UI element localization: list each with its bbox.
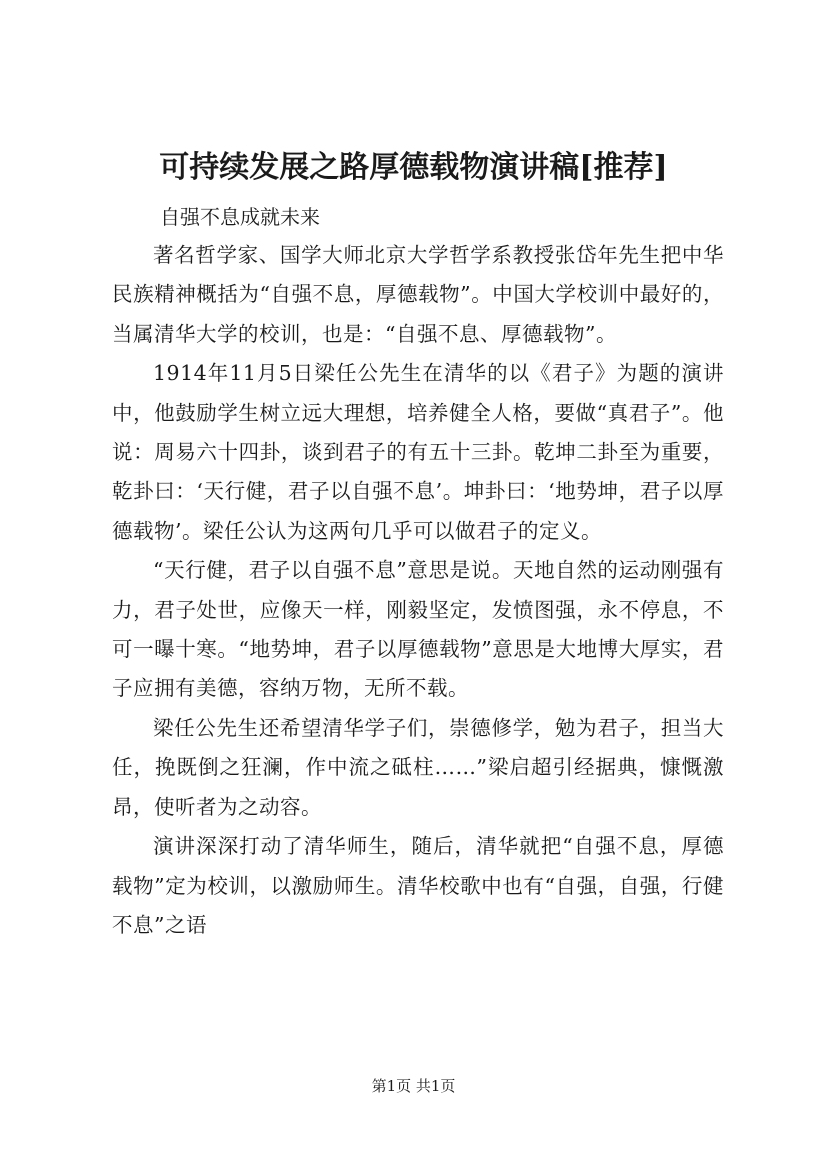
paragraph-4: 梁任公先生还希望清华学子们，崇德修学，勉为君子，担当大任，挽既倒之狂澜，作中流之砥柱……”梁启超引经据典，慷慨激昂，使听者为之动容。 (112, 715, 724, 819)
document-body (112, 236, 724, 945)
paragraph-1: 著名哲学家、国学大师北京大学哲学系教授张岱年先生把中华民族精神概括为“自强不息，厚德载物”。中国大学校训中最好的，当属清华大学的校训，也是：“自强不息、厚德载物”。 (112, 243, 724, 346)
paragraph-3: “天行健，君子以自强不息”意思是说。天地自然的运动刚强有力，君子处世，应像天一样，刚毅坚定，发愤图强，永不停息，不可一曝十寒。“地势坤，君子以厚德载物”意思是大地博大厚实，君子应拥有美德，容纳万物，无所不载。 (112, 558, 724, 701)
document-title: 可持续发展之路厚德载物演讲稿[推荐] (159, 150, 668, 185)
paragraph-2: 1914年11月5日梁任公先生在清华的以《君子》为题的演讲中，他鼓励学生树立远大理想，培养健全人格，要做“真君子”。他说：周易六十四卦，谈到君子的有五十三卦。乾坤二卦至为重要，乾卦曰：‘天行健，君子以自强不息’。坤卦曰：‘地势坤，君子以厚德载物’。梁任公认为这两句几乎可以做君子的定义。 (112, 361, 724, 543)
page-number-footer: 第1页 共1页 (371, 1077, 456, 1095)
document-subtitle: 自强不息成就未来 (160, 205, 320, 229)
paragraph-5: 演讲深深打动了清华师生，随后，清华就把“自强不息，厚德载物”定为校训，以激励师生。清华校歌中也有“自强，自强，行健不息”之语 (112, 834, 724, 937)
